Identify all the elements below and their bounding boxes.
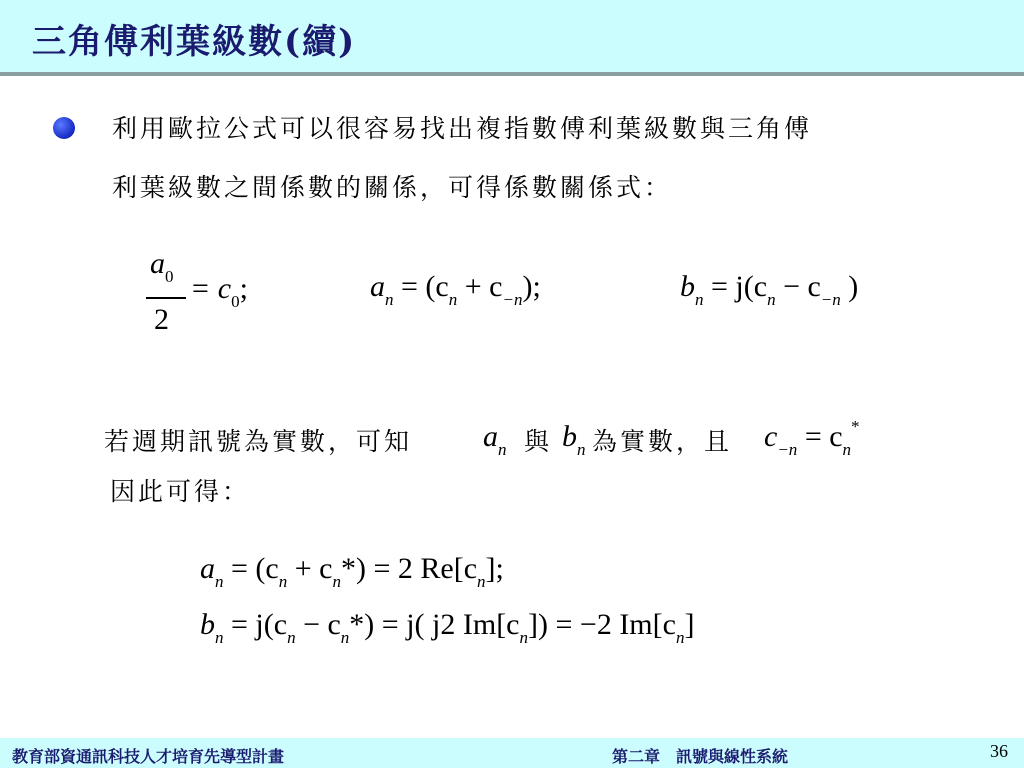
real-signal-text-2: 為實數，且 (592, 427, 733, 456)
footer-program: 教育部資通訊科技人才培育先導型計畫 (12, 747, 285, 766)
and-text: 與 (524, 427, 553, 456)
title-divider (0, 72, 1024, 76)
an-symbol: $a_n$ (483, 420, 507, 459)
bn-symbol: $b_n$ (562, 420, 586, 459)
real-signal-text-1: 若週期訊號為實數，可知 (104, 427, 413, 456)
result-bn: $b_n = j(c_n - c_n*) = j$( j2 $Im[c_n]) = -2$ $Im[c_n]$ (200, 608, 695, 647)
footer-chapter: 第二章 訊號與線性系統 (612, 747, 789, 766)
relation-a0: $a_0$ 2 = $c_0$; (146, 247, 276, 337)
relation-bn: $b_n = j(c_n - c_{-n}$ ) (680, 270, 859, 309)
page-number: 36 (990, 741, 1008, 761)
bullet-line-1: 利用歐拉公式可以很容易找出複指數傅利葉級數與三角傅 (112, 114, 813, 143)
fraction-bar (146, 297, 186, 299)
conjugate-relation: $c_{-n} = c_n^*$ (764, 417, 860, 459)
bullet-dot-icon (53, 117, 75, 139)
result-an: $a_n = (c_n + c_n*) = 2$ $Re[c_n]$; (200, 552, 504, 591)
relation-an: $a_n = (c_n + c_{-n})$; (370, 270, 541, 309)
slide-title: 三角傅利葉級數(續) (32, 22, 357, 62)
therefore-text: 因此可得： (110, 477, 251, 506)
bullet-line-2: 利葉級數之間係數的關係，可得係數關係式： (112, 173, 673, 202)
